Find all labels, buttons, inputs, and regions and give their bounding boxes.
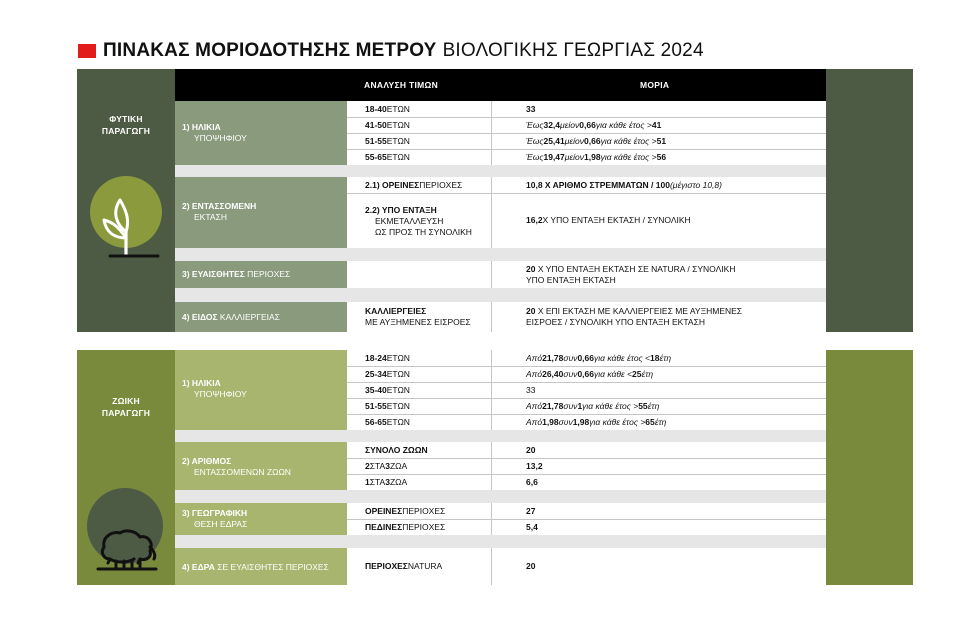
animal-count-total-points: 20 <box>526 444 536 455</box>
plant-age-points-1: 33 <box>526 103 536 114</box>
animal-sep-1 <box>175 430 826 442</box>
plant-age-points-4: Έως 19,47 μείον 1,98 για κάθε έτος > 56 <box>526 151 667 162</box>
animal-count-total: ΣΥΝΟΛΟ ΖΩΩΝ <box>365 444 428 455</box>
red-square-icon <box>78 44 96 58</box>
analysis-header: ΑΝΑΛΥΣΗ ΤΙΜΩΝ <box>364 80 439 90</box>
animal-age-range-3: 35-40 ΕΤΩΝ <box>365 384 410 395</box>
plant-area-mountain: 2.1) ΟΡΕΙΝΕΣ ΠΕΡΙΟΧΕΣ <box>365 179 463 190</box>
animal-age-range-2: 25-34 ΕΤΩΝ <box>365 368 410 379</box>
animal-count-two-thirds-points: 13,2 <box>526 460 543 471</box>
plant-crit4-label: 4) ΕΙΔΟΣ ΚΑΛΛΙΕΡΓΕΙΑΣ <box>182 312 280 322</box>
animal-age-range-4: 51-55 ΕΤΩΝ <box>365 400 410 411</box>
animal-crit1-label: 1) ΗΛΙΚΙΑ ΥΠΟΨΗΦΙΟΥ <box>182 378 247 399</box>
animal-geo-plain-points: 5,4 <box>526 521 538 532</box>
plant-crop-type: ΚΑΛΛΙΕΡΓΕΙΕΣ ΜΕ ΑΥΞΗΜΕΝΕΣ ΕΙΣΡΟΕΣ <box>365 306 471 327</box>
animal-geo-mountain: ΟΡΕΙΝΕΣ ΠΕΡΙΟΧΕΣ <box>365 505 446 516</box>
animal-age-range-1: 18-24 ΕΤΩΝ <box>365 352 410 363</box>
plant-sep-2 <box>175 248 826 261</box>
title-regular: ΒΙΟΛΟΓΙΚΗΣ ΓΕΩΡΓΙΑΣ 2024 <box>442 40 704 61</box>
plant-age-points-3: Έως 25,41 μείον 0,66 για κάθε έτος > 51 <box>526 135 667 146</box>
animal-seat-natura: ΠΕΡΙΟΧΕΣ NATURA <box>365 561 443 571</box>
plant-section-label: ΦΥΤΙΚΗ ΠΑΡΑΓΩΓΗ <box>101 114 151 136</box>
animal-crit2-label: 2) ΑΡΙΘΜΟΣ ΕΝΤΑΣΣΟΜΕΝΩΝ ΖΩΩΝ <box>182 456 291 477</box>
animal-age-points-4: Από 21,78 συν 1 για κάθε έτος > 55 έτη <box>526 400 660 411</box>
animal-section-label: ΖΩΙΚΗ ΠΑΡΑΓΩΓΗ <box>101 396 151 418</box>
animal-age-points-2: Από 26,40 συν 0,66 για κάθε < 25 έτη <box>526 368 654 379</box>
plant-age-range-4: 55-65 ΕΤΩΝ <box>365 151 410 162</box>
animal-crit3-label: 3) ΓΕΩΓΡΑΦΙΚΗ ΘΕΣΗ ΕΔΡΑΣ <box>182 508 248 529</box>
plant-age-range-1: 18-40 ΕΤΩΝ <box>365 103 410 114</box>
animal-count-one-third-points: 6,6 <box>526 476 538 487</box>
points-header: ΜΟΡΙΑ <box>640 80 670 90</box>
page-title <box>78 38 704 64</box>
plant-age-range-3: 51-55 ΕΤΩΝ <box>365 135 410 146</box>
animal-age-points-5: Από 1,98 συν 1,98 για κάθε έτος > 65 έτη <box>526 416 667 427</box>
plant-sep-1 <box>175 165 826 177</box>
plant-table-header <box>175 69 826 101</box>
animal-count-one-third: 1 ΣΤΑ 3 ΖΩΑ <box>365 476 408 487</box>
animal-geo-plain: ΠΕΔΙΝΕΣ ΠΕΡΙΟΧΕΣ <box>365 521 446 532</box>
animal-seat-natura-points: 20 <box>526 561 536 571</box>
plant-crit2-label: 2) ΕΝΤΑΣΣΟΜΕΝΗ ΕΚΤΑΣΗ <box>182 201 257 222</box>
animal-sep-2 <box>175 490 826 503</box>
animal-age-points-1: Από 21,78 συν 0,66 για κάθε έτος < 18 έτη <box>526 352 672 363</box>
plant-area-included-points: 16,2 Χ ΥΠΟ ΕΝΤΑΞΗ ΕΚΤΑΣΗ / ΣΥΝΟΛΙΚΗ <box>526 215 691 225</box>
plant-sep-3 <box>175 288 826 302</box>
sprout-icon <box>100 192 160 260</box>
plant-sensitive-points: 20 Χ ΥΠΟ ΕΝΤΑΞΗ ΕΚΤΑΣΗ ΣΕ NATURA / ΣΥΝΟΛΙΚΗ ΥΠΟ ΕΝΤΑΞΗ ΕΚΤΑΣΗ <box>526 263 736 285</box>
plant-crit1-label: 1) ΗΛΙΚΙΑ ΥΠΟΨΗΦΙΟΥ <box>182 122 247 143</box>
plant-area-mountain-points: 10,8 Χ ΑΡΙΘΜΟ ΣΤΡΕΜΜΑΤΩΝ / 100 (μέγιστο 10,8) <box>526 179 722 190</box>
plant-area-included: 2.2) ΥΠΟ ΕΝΤΑΞΗ ΕΚΜΕΤΑΛΛΕΥΣΗ ΩΣ ΠΡΟΣ ΤΗ ΣΥΝΟΛΙΚΗ <box>365 204 472 237</box>
plant-crit3-label: 3) ΕΥΑΙΣΘΗΤΕΣ ΠΕΡΙΟΧΕΣ <box>182 269 291 279</box>
animal-crit4-label: 4) ΕΔΡΑ ΣΕ ΕΥΑΙΣΘΗΤΕΣ ΠΕΡΙΟΧΕΣ <box>182 562 329 572</box>
plant-crop-points: 20 Χ ΕΠΙ ΕΚΤΑΣΗ ΜΕ ΚΑΛΛΙΕΡΓΕΙΕΣ ΜΕ ΑΥΞΗΜΕΝΕΣ ΕΙΣΡΟΕΣ / ΣΥΝΟΛΙΚΗ ΥΠΟ ΕΝΤΑΞΗ ΕΚΤΑΣΗ <box>526 306 743 327</box>
plant-age-range-2: 41-50 ΕΤΩΝ <box>365 119 410 130</box>
animal-count-two-thirds: 2 ΣΤΑ 3 ΖΩΑ <box>365 460 408 471</box>
title-bold: ΠΙΝΑΚΑΣ ΜΟΡΙΟΔΟΤΗΣΗΣ ΜΕΤΡΟΥ <box>103 40 437 61</box>
animal-age-range-5: 56-65 ΕΤΩΝ <box>365 416 410 427</box>
plant-age-points-2: Έως 32,4 μείον 0,66 για κάθε έτος > 41 <box>526 119 662 130</box>
animal-sep-3 <box>175 535 826 548</box>
animal-age-points-3: 33 <box>526 384 536 395</box>
sheep-icon <box>94 525 160 571</box>
animal-geo-mountain-points: 27 <box>526 505 536 516</box>
